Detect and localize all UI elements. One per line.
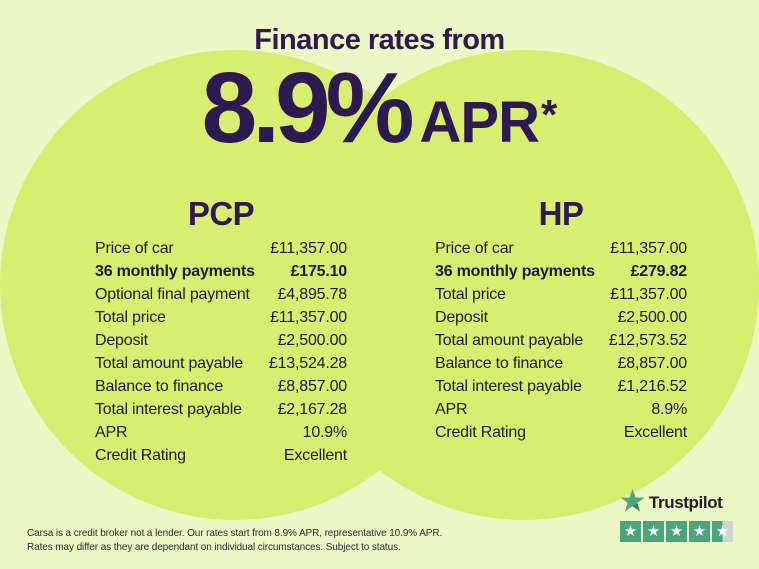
row-value: £279.82 (630, 262, 687, 280)
row-value: £8,857.00 (617, 354, 687, 372)
row-value: £12,573.52 (608, 331, 687, 349)
trustpilot-logo-row (620, 490, 740, 516)
row-label: APR (95, 423, 128, 441)
star-box-icon: ★ (666, 521, 687, 542)
row-label: Price of car (435, 239, 514, 257)
disclaimer-line-2: Rates may differ as they are dependant on individual circumstances. Subject to status. (27, 541, 401, 553)
row-label: APR (435, 400, 468, 418)
row-value: 10.9% (302, 423, 347, 441)
row-value: £2,500.00 (617, 308, 687, 326)
table-row (95, 352, 347, 375)
row-value: £8,857.00 (277, 377, 347, 395)
trustpilot-rating-stars (620, 521, 740, 542)
table-row (435, 283, 687, 306)
table-row (95, 375, 347, 398)
star-box-icon: ★ (689, 521, 710, 542)
pcp-column (95, 195, 347, 467)
trustpilot-badge (620, 490, 740, 542)
rate-unit: APR (419, 90, 540, 155)
row-value: 8.9% (651, 400, 687, 418)
row-label: Total amount payable (95, 354, 244, 372)
table-row (435, 421, 687, 444)
row-label: Balance to finance (435, 354, 564, 372)
star-box-icon: ★ (643, 521, 664, 542)
row-label: 36 monthly payments (95, 262, 255, 280)
disclaimer-text (27, 527, 442, 554)
row-value: £1,216.52 (617, 377, 687, 395)
row-label: Balance to finance (95, 377, 224, 395)
row-label: Optional final payment (95, 285, 250, 303)
row-label: Total price (95, 308, 166, 326)
table-row (435, 306, 687, 329)
row-label: 36 monthly payments (435, 262, 595, 280)
row-label: Credit Rating (435, 423, 526, 441)
row-label: Deposit (435, 308, 488, 326)
trustpilot-brand-text: Trustpilot (649, 493, 723, 512)
table-row (95, 421, 347, 444)
row-value: £11,357.00 (610, 285, 687, 303)
table-row (95, 260, 347, 283)
disclaimer-line-1: Carsa is a credit broker not a lender. Our rates start from 8.9% APR, representative 10.9% APR. (27, 528, 443, 539)
page-title: Finance rates from (254, 24, 505, 56)
pcp-column-title: PCP (187, 195, 255, 232)
asterisk-mark: * (541, 91, 558, 138)
table-row (95, 283, 347, 306)
table-row (95, 306, 347, 329)
table-row (435, 398, 687, 421)
hp-column-title: HP (538, 195, 584, 232)
table-row (435, 260, 687, 283)
pcp-table (95, 237, 347, 467)
hp-table (435, 237, 687, 444)
star-box-icon: ★ (620, 521, 641, 542)
row-value: £4,895.78 (277, 285, 347, 303)
headline-rate (0, 52, 759, 164)
row-value: Excellent (283, 446, 347, 464)
row-label: Total interest payable (435, 377, 582, 395)
table-row (435, 352, 687, 375)
table-row (95, 398, 347, 421)
row-value: £2,167.28 (277, 400, 347, 418)
hp-column (435, 195, 687, 444)
row-label: Total interest payable (95, 400, 242, 418)
row-value: £11,357.00 (270, 239, 347, 257)
row-label: Deposit (95, 331, 148, 349)
row-label: Price of car (95, 239, 174, 257)
row-label: Total amount payable (435, 331, 584, 349)
table-row (435, 237, 687, 260)
table-row (95, 237, 347, 260)
row-value: £11,357.00 (610, 239, 687, 257)
row-value: £2,500.00 (277, 331, 347, 349)
row-label: Total price (435, 285, 506, 303)
rate-value: 8.9% (201, 52, 410, 164)
trustpilot-star-icon (620, 489, 645, 518)
row-value: £13,524.28 (268, 354, 347, 372)
table-row (95, 329, 347, 352)
row-label: Credit Rating (95, 446, 186, 464)
table-row (95, 444, 347, 467)
row-value: Excellent (623, 423, 687, 441)
row-value: £11,357.00 (270, 308, 347, 326)
table-row (435, 329, 687, 352)
table-row (435, 375, 687, 398)
row-value: £175.10 (290, 262, 347, 280)
half-star-box-icon: ★ (712, 521, 733, 542)
